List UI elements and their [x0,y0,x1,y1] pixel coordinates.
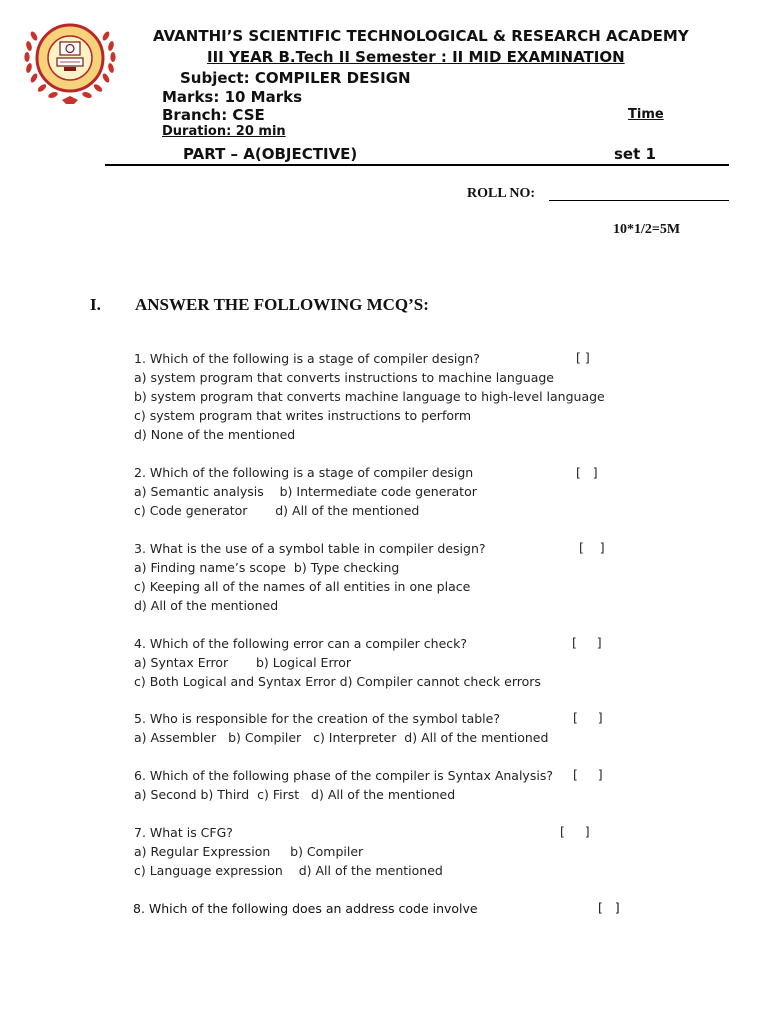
question-4-answer-box[interactable]: [ ] [572,635,602,650]
question-8 [133,899,478,918]
question-1 [134,349,605,444]
time-label: Time [628,107,664,122]
question-5-text: 5. Who is responsible for the creation of the symbol table? [134,711,500,726]
question-4 [134,634,541,691]
institution-logo [20,16,120,106]
question-6 [134,766,553,804]
question-3-option-c: c) Keeping all of the names of all entities in one place [134,579,471,594]
question-1-answer-box[interactable]: [ ] [576,350,590,365]
roll-no-label: ROLL NO: [467,186,536,201]
question-3 [134,539,486,615]
section-number: I. [90,295,101,314]
marks-formula: 10*1/2=5M [613,222,681,237]
question-4-options-cd: c) Both Logical and Syntax Error d) Compiler cannot check errors [134,674,541,689]
question-3-text: 3. What is the use of a symbol table in compiler design? [134,541,486,556]
question-2-options-cd: c) Code generator d) All of the mentioned [134,503,420,518]
exam-title: III YEAR B.Tech II Semester : II MID EXAMINATION [207,48,625,66]
section-title: ANSWER THE FOLLOWING MCQ’S: [135,295,429,314]
question-6-options: a) Second b) Third c) First d) All of the mentioned [134,787,456,802]
marks-line: Marks: 10 Marks [162,88,303,106]
question-2-text: 2. Which of the following is a stage of compiler design [134,465,474,480]
question-6-text: 6. Which of the following phase of the compiler is Syntax Analysis? [134,768,553,783]
institution-name: AVANTHI’S SCIENTIFIC TECHNOLOGICAL & RESEARCH ACADEMY [153,27,689,45]
question-7-answer-box[interactable]: [ ] [560,824,590,839]
question-3-options-ab: a) Finding name’s scope b) Type checking [134,560,400,575]
question-1-option-c: c) system program that writes instructions to perform [134,408,472,423]
duration-line: Duration: 20 min [162,124,286,139]
question-7 [134,823,443,880]
question-8-text: 8. Which of the following does an address code involve [133,901,478,916]
roll-no-blank[interactable] [549,200,729,201]
part-heading: PART – A(OBJECTIVE) [183,145,358,163]
question-1-option-a: a) system program that converts instructions to machine language [134,370,555,385]
question-7-options-cd: c) Language expression d) All of the mentioned [134,863,443,878]
question-2-answer-box[interactable]: [ ] [576,465,598,480]
question-1-option-d: d) None of the mentioned [134,427,296,442]
question-6-answer-box[interactable]: [ ] [573,767,603,782]
set-label: set 1 [614,145,656,163]
question-1-text: 1. Which of the following is a stage of compiler design? [134,351,480,366]
question-3-option-d: d) All of the mentioned [134,598,279,613]
question-8-answer-box[interactable]: [ ] [598,900,620,915]
question-3-answer-box[interactable]: [ ] [579,540,605,555]
question-4-text: 4. Which of the following error can a compiler check? [134,636,468,651]
question-7-options-ab: a) Regular Expression b) Compiler [134,844,364,859]
question-1-option-b: b) system program that converts machine language to high-level language [134,389,605,404]
subject-line: Subject: COMPILER DESIGN [180,69,411,87]
question-5-answer-box[interactable]: [ ] [573,710,603,725]
header-divider [105,164,729,166]
question-5-options: a) Assembler b) Compiler c) Interpreter d) All of the mentioned [134,730,549,745]
question-2-options-ab: a) Semantic analysis b) Intermediate code generator [134,484,477,499]
question-4-options-ab: a) Syntax Error b) Logical Error [134,655,352,670]
question-5 [134,709,548,747]
question-7-text: 7. What is CFG? [134,825,233,840]
question-2 [134,463,477,520]
branch-line: Branch: CSE [162,106,265,124]
